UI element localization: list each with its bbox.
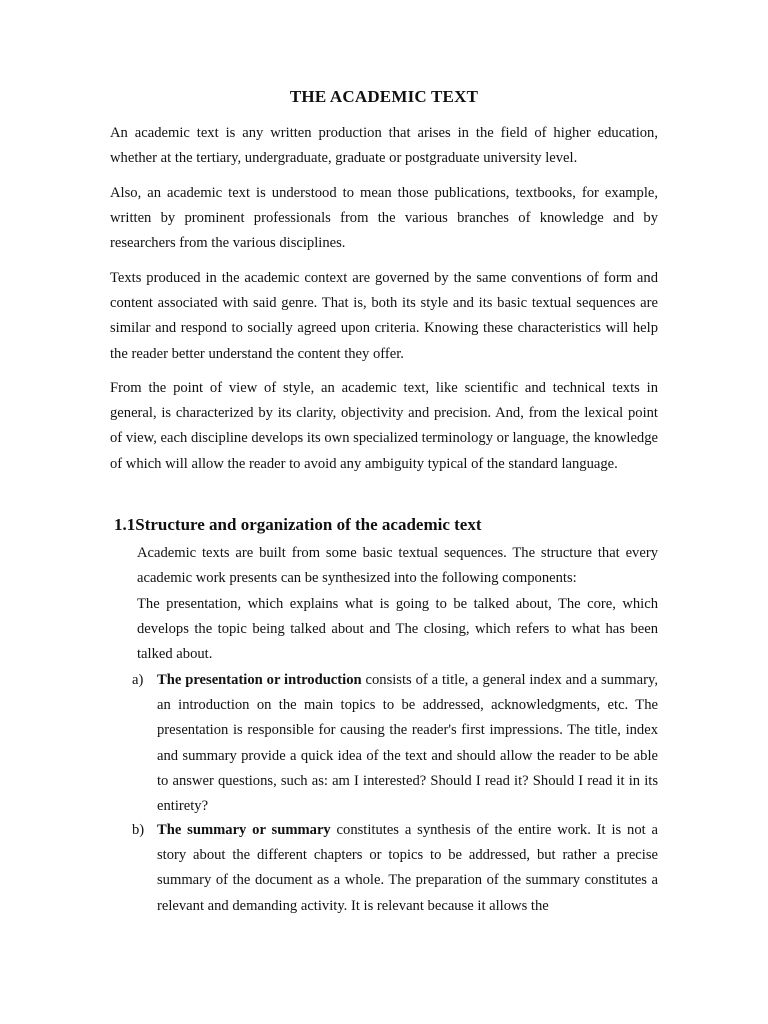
section-paragraph-1: Academic texts are built from some basic textual sequences. The structure that every academic work presents can be synthesized into the following components: bbox=[137, 545, 658, 587]
list-item-lead: The summary or summary bbox=[157, 822, 331, 838]
page-title: THE ACADEMIC TEXT bbox=[289, 87, 479, 106]
list-item bbox=[132, 818, 658, 919]
paragraph-2: Also, an academic text is understood to mean those publications, textbooks, for example, written by prominent professionals from the various branches of knowledge and by researchers from the various disciplines. bbox=[110, 185, 658, 252]
section-title: Structure and organization of the academic text bbox=[135, 515, 482, 534]
list-item-body bbox=[157, 668, 658, 819]
paragraph-1: An academic text is any written production that arises in the field of higher education, whether at the tertiary, undergraduate, graduate or postgraduate university level. bbox=[110, 125, 658, 167]
list-item-text: constitutes a synthesis of the entire work. It is not a story about the different chapters or topics to be addressed, but rather a precise summary of the document as a whole. The preparation of the summary constitutes a relevant and demanding activity. It is relevant because it allows the bbox=[157, 822, 658, 914]
paragraph-4: From the point of view of style, an academic text, like scientific and technical texts in general, is characterized by its clarity, objectivity and precision. And, from the lexical point of view, each discipline develops its own specialized terminology or language, the knowledge of which will allow the reader to avoid any ambiguity typical of the standard language. bbox=[110, 380, 658, 472]
section-number: 1.1 bbox=[114, 515, 136, 534]
list-item bbox=[132, 668, 658, 819]
list-item-text: consists of a title, a general index and a summary, an introduction on the main topics to be addressed, acknowledgments, etc. The presentation is responsible for causing the reader's first impressions. The title, index and summary provide a quick idea of the text and should allow the reader to be able to answer questions, such as: am I interested? Should I read it? Should I read it in its entirety? bbox=[157, 672, 658, 815]
list-marker: a) bbox=[132, 672, 144, 688]
list-item-body bbox=[157, 818, 658, 919]
paragraph-3: Texts produced in the academic context are governed by the same conventions of form and content associated with said genre. That is, both its style and its basic textual sequences are similar and respond to socially agreed upon criteria. Knowing these characteristics will help the reader better understand the content they offer. bbox=[110, 270, 658, 362]
list-marker: b) bbox=[132, 822, 145, 838]
list-item-lead: The presentation or introduction bbox=[157, 672, 362, 688]
section-heading bbox=[114, 514, 482, 536]
section-paragraph-2: The presentation, which explains what is going to be talked about, The core, which develops the topic being talked about and The closing, which refers to what has been talked about. bbox=[137, 596, 658, 663]
